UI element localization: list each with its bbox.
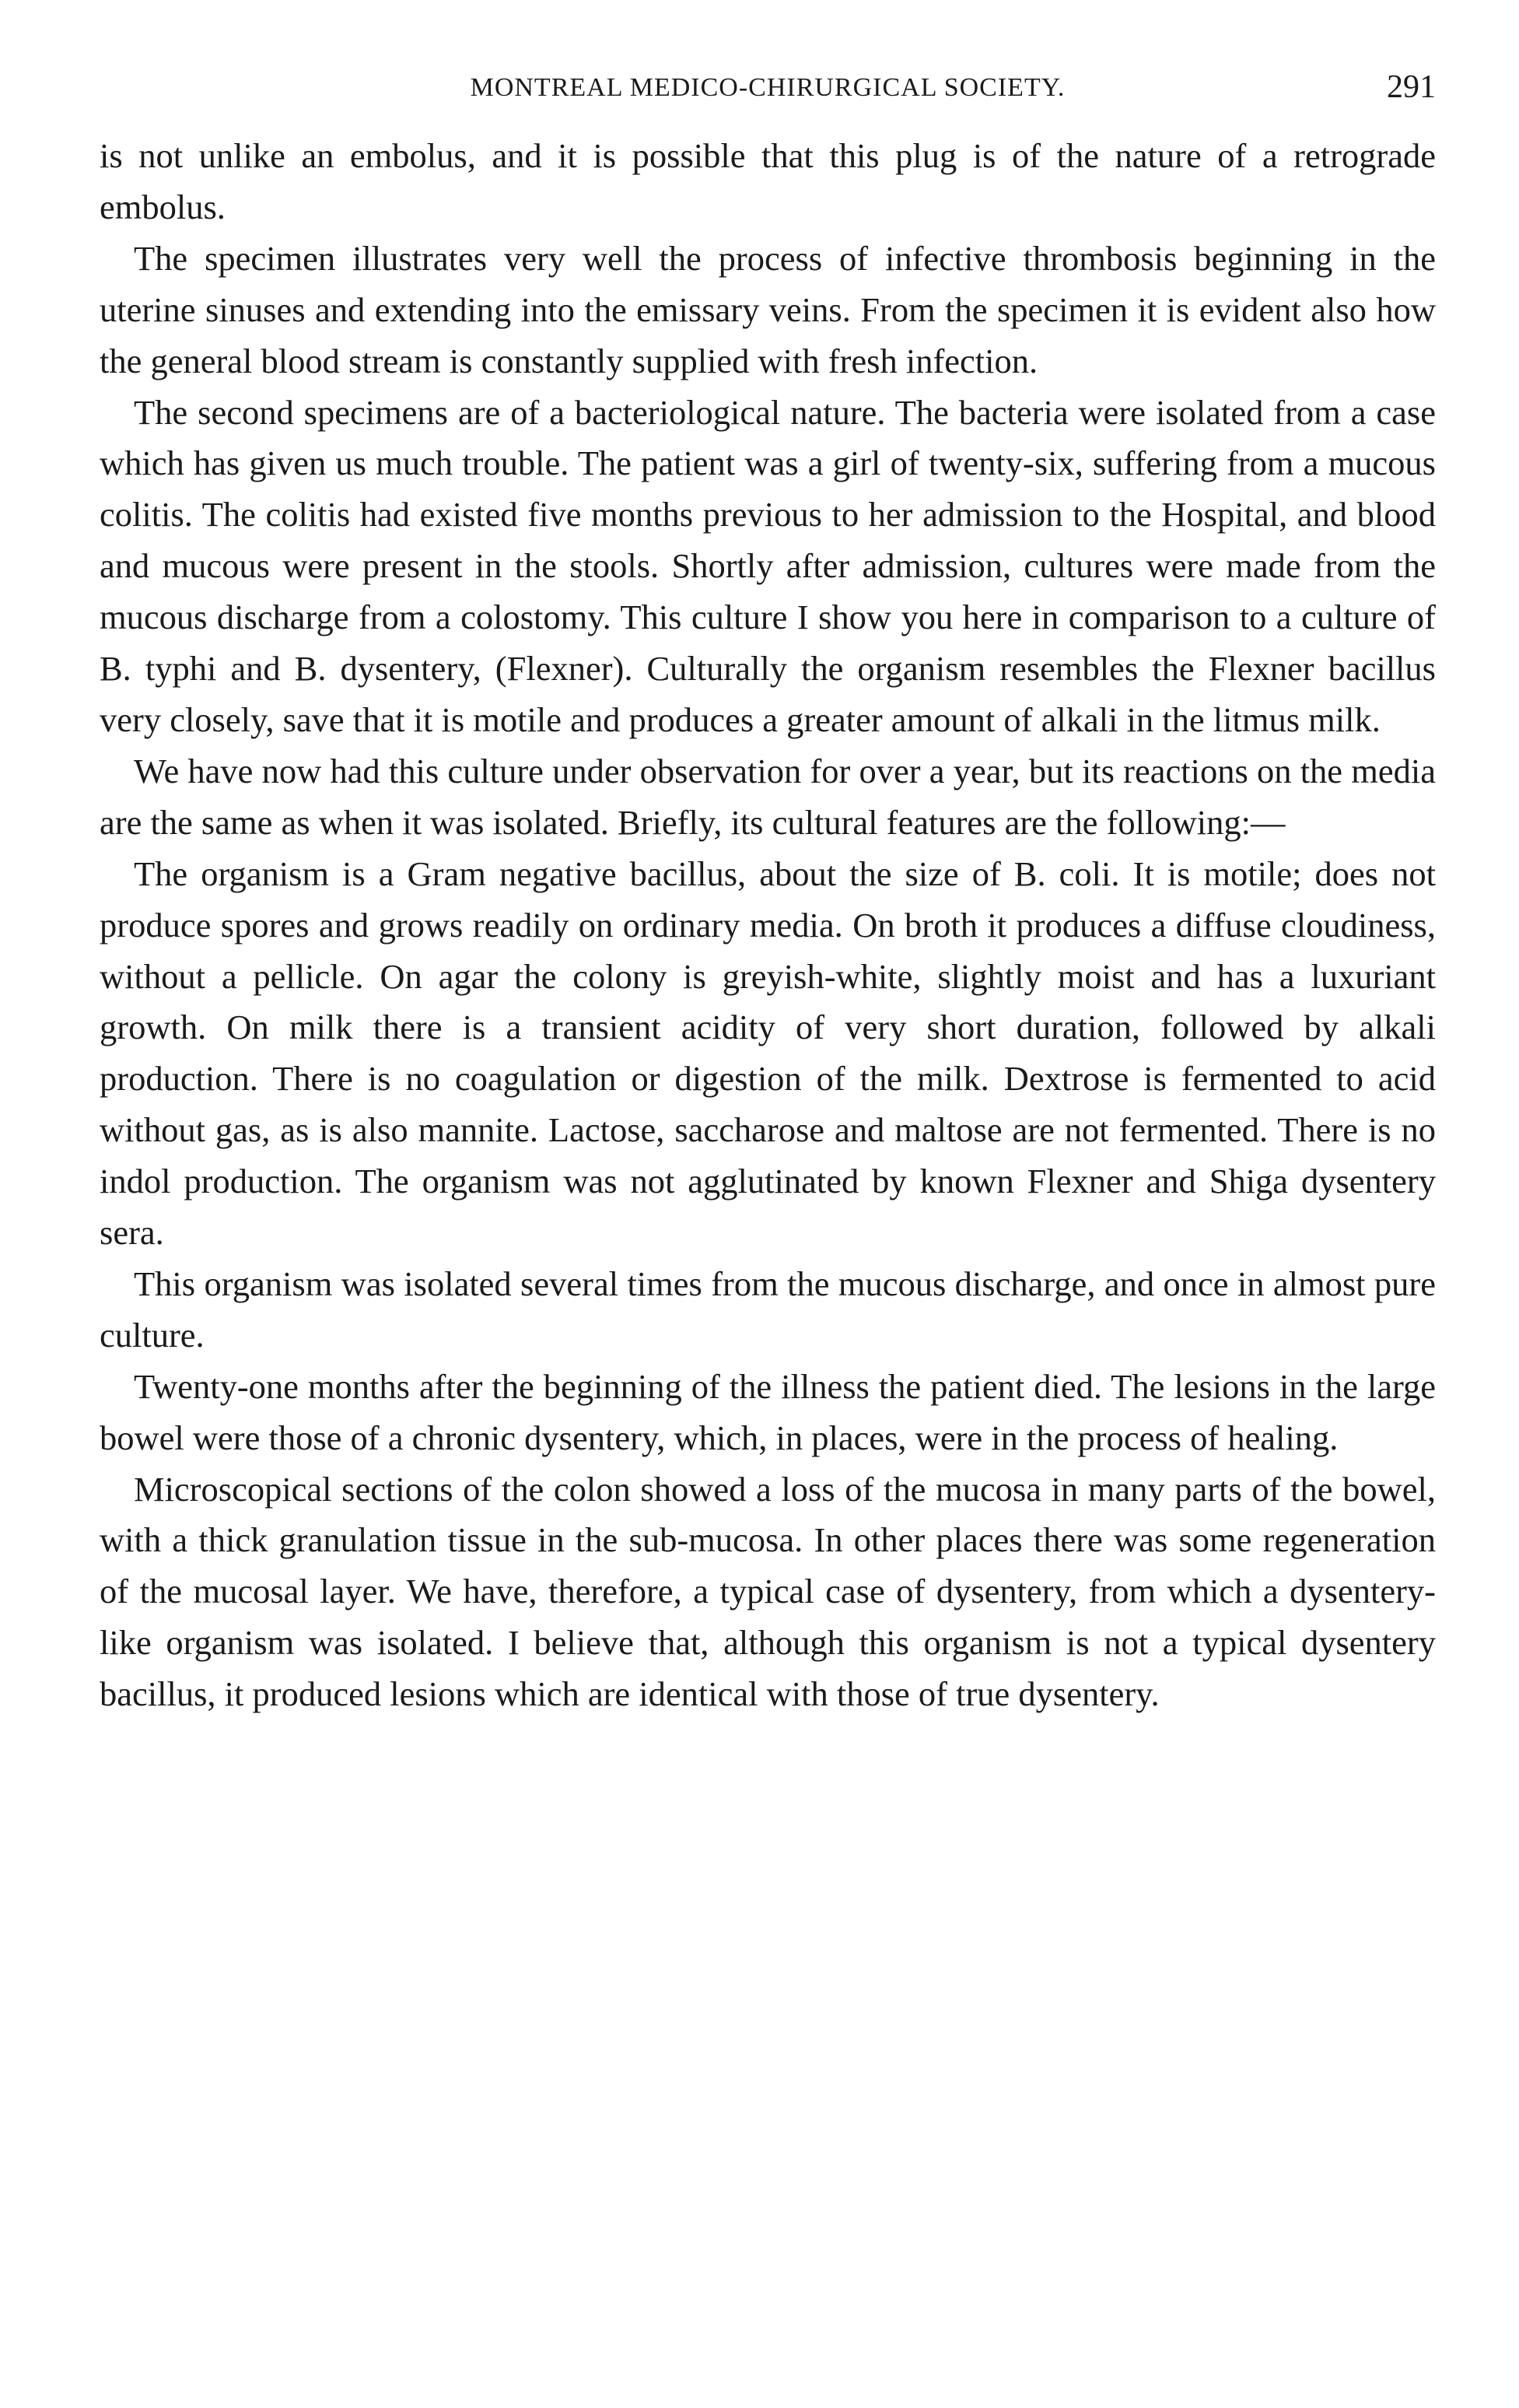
body-text (100, 131, 1436, 1720)
paragraph-bacteriological-case: The second specimens are of a bacteriological nature. The bacteria were isolated from a case which has given us much trouble. The patient was a girl of twenty-six, suffering from a mucous colitis. The colitis had existed five months previous to her admission to the Hospital, and blood and mucous were present in the stools. Shortly after admission, cultures were made from the mucous discharge from a colostomy. This culture I show you here in comparison to a culture of B. typhi and B. dysentery, (Flexner). Culturally the organism resembles the Flexner bacillus very closely, save that it is motile and produces a greater amount of alkali in the litmus milk. (100, 392, 1436, 739)
paragraph-microscopical-sections: Microscopical sections of the colon showed a loss of the mucosa in many parts of the bowel, with a thick granulation tissue in the sub-mucosa. In other places there was some regeneration of the mucosal layer. We have, therefore, a typical case of dysentery, from which a dysentery-like organism was isolated. I believe that, although this organism is not a typical dysentery bacillus, it produced lesions which are identical with those of true dysentery. (100, 1469, 1436, 1714)
page (100, 62, 1436, 2365)
paragraph-isolation: This organism was isolated several times from the mucous discharge, and once in almost pure culture. (100, 1264, 1436, 1355)
paragraph-continued: is not unlike an embolus, and it is possible that this plug is of the nature of a retrograde embolus. (100, 136, 1436, 226)
running-title: MONTREAL MEDICO-CHIRURGICAL SOCIETY. (470, 73, 1066, 102)
paragraph-specimen-thrombosis: The specimen illustrates very well the process of infective thrombosis beginning in the uterine sinuses and extending into the emissary veins. From the specimen it is evident also how the general blood stream is constantly supplied with fresh infection. (100, 238, 1436, 380)
paragraph-patient-death: Twenty-one months after the beginning of the illness the patient died. The lesions in the large bowel were those of a chronic dysentery, which, in places, were in the process of healing. (100, 1366, 1436, 1457)
paragraph-cultural-features: The organism is a Gram negative bacillus, about the size of B. coli. It is motile; does not produce spores and grows readily on ordinary media. On broth it produces a diffuse cloudiness, without a pellicle. On agar the colony is greyish-white, slightly moist and has a luxuriant growth. On milk there is a transient acidity of very short duration, followed by alkali production. There is no coagulation or digestion of the milk. Dextrose is fermented to acid without gas, as is also mannite. Lactose, saccharose and maltose are not fermented. There is no indol production. The organism was not agglutinated by known Flexner and Shiga dysentery sera. (100, 853, 1436, 1253)
running-head (100, 62, 1436, 117)
page-number: 291 (1387, 69, 1436, 105)
paragraph-observation: We have now had this culture under observation for over a year, but its reactions on the media are the same as when it was isolated. Briefly, its cultural features are the following:— (100, 751, 1436, 842)
